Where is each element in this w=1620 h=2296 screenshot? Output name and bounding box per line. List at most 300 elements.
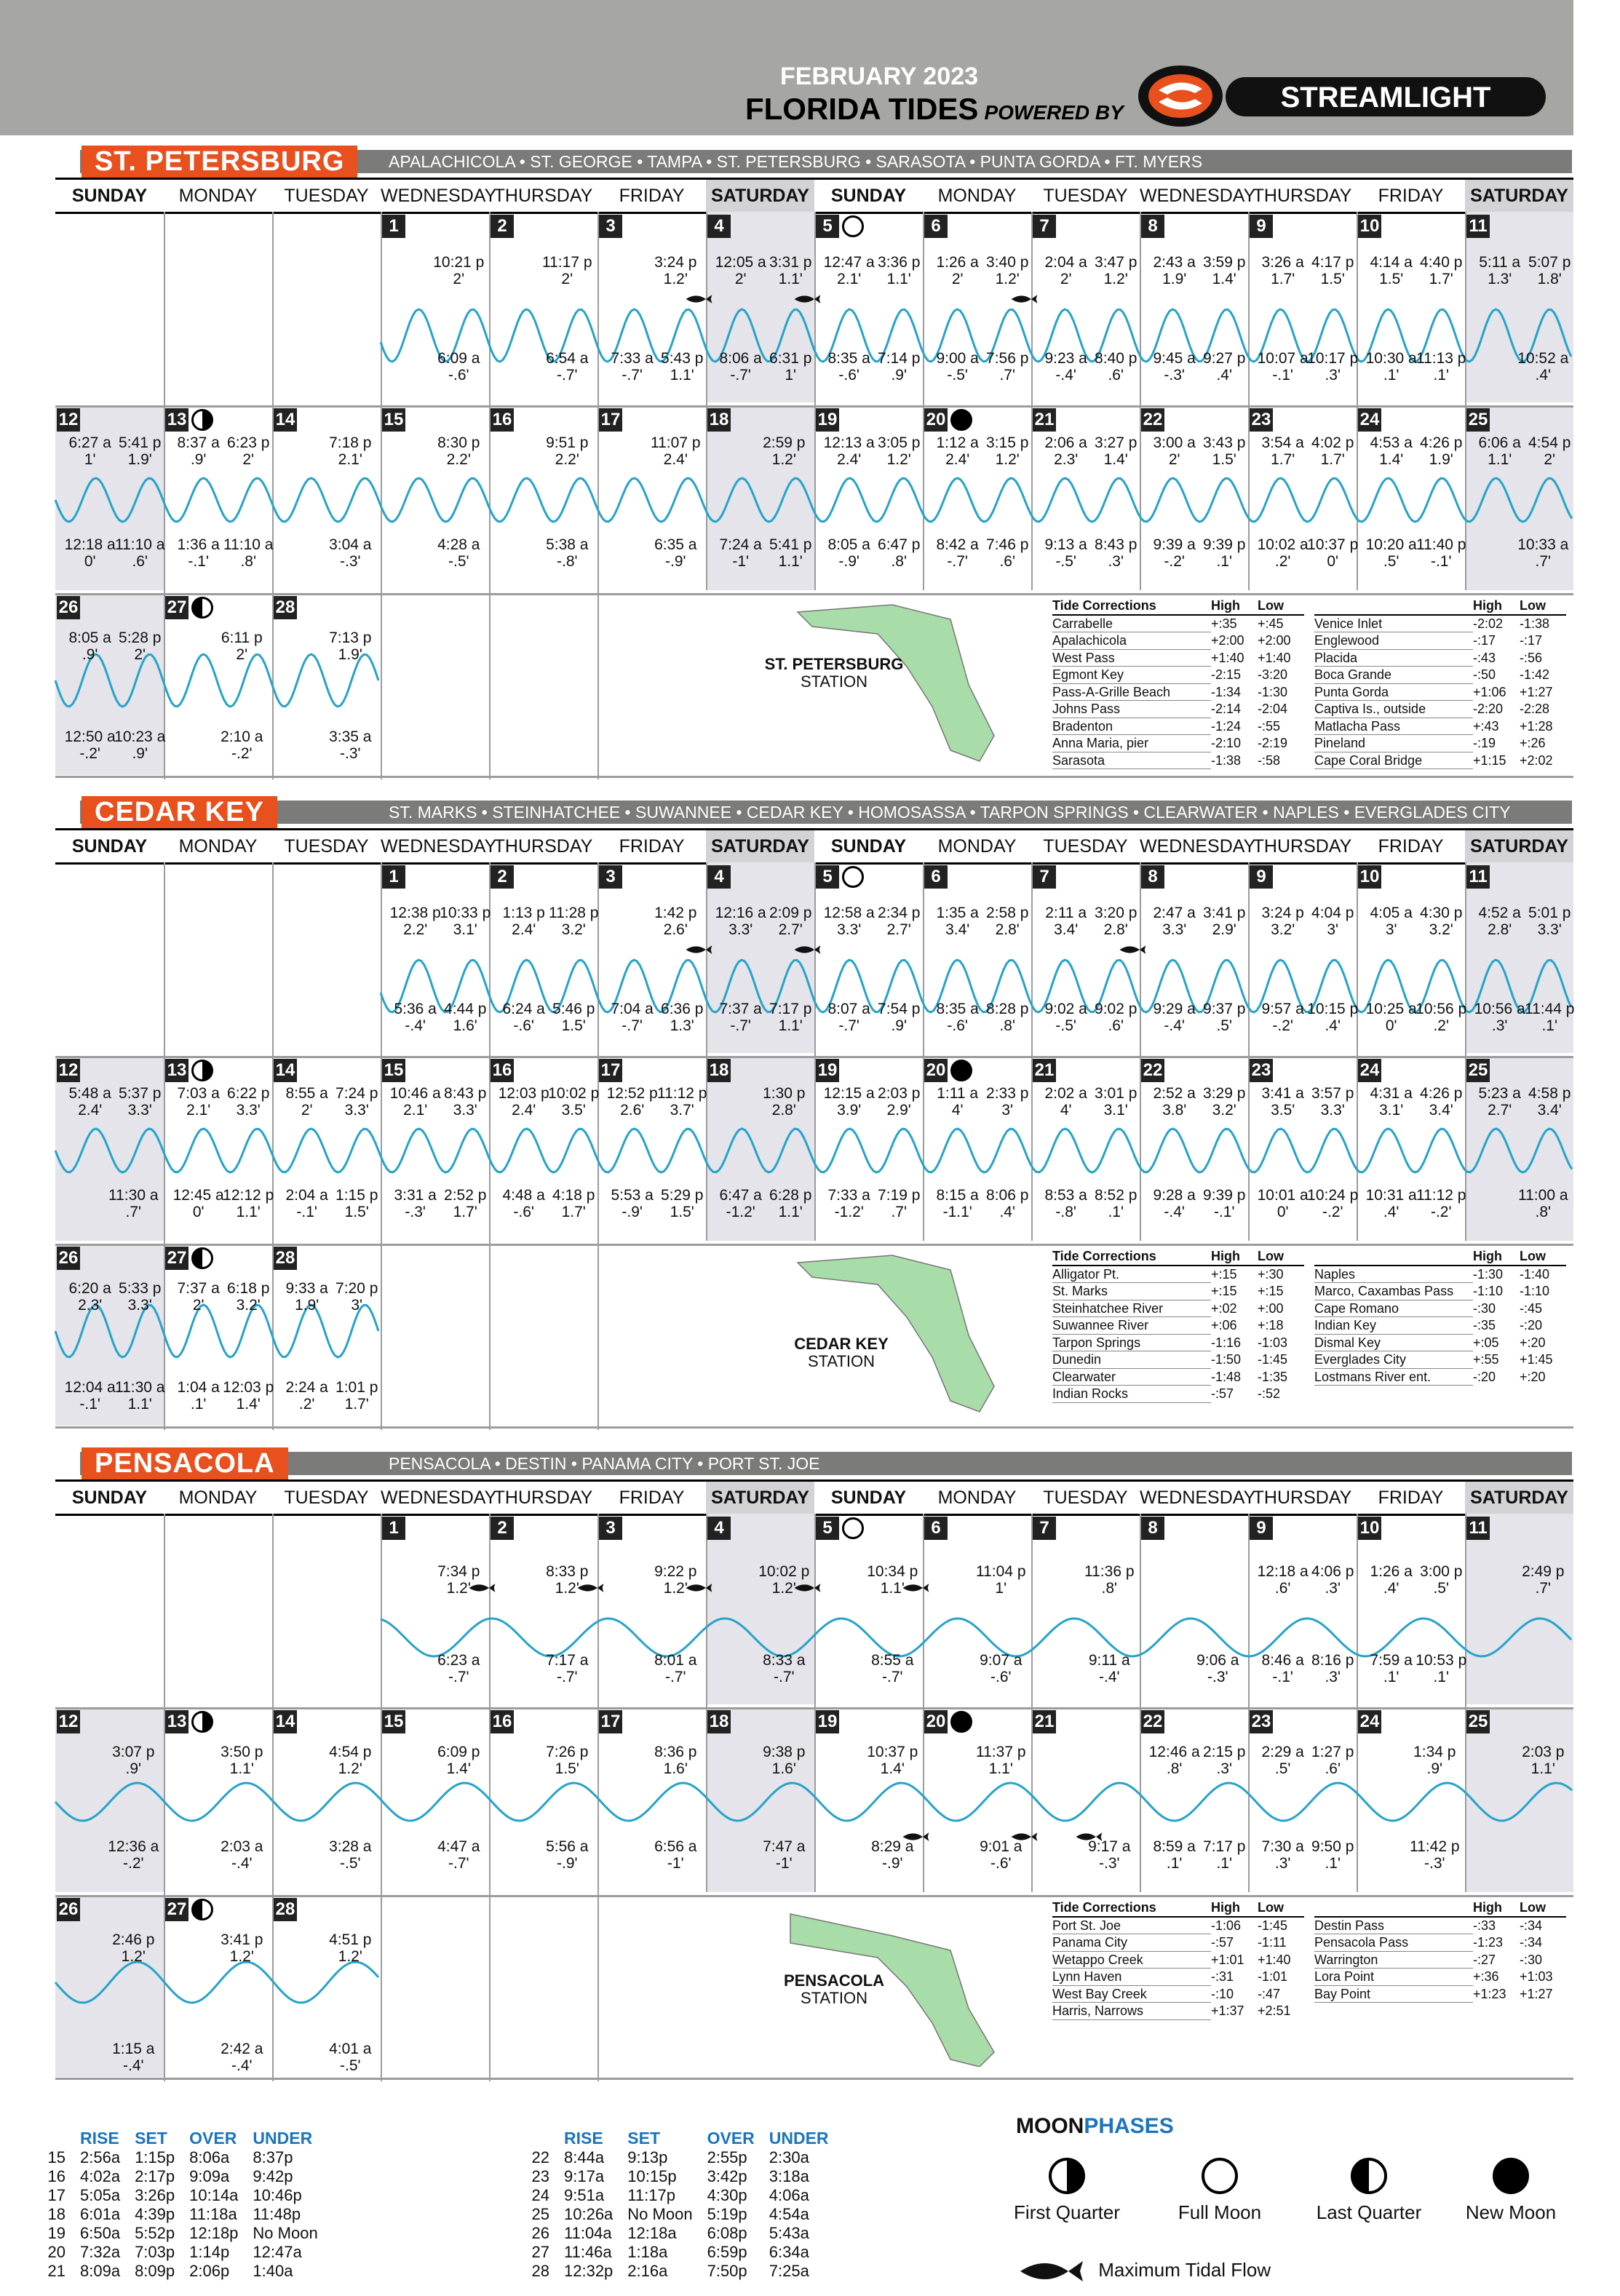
tide-time: 4:30 p: [1420, 905, 1463, 921]
tide-time: 1:27 p: [1311, 1744, 1354, 1760]
correction-offset: +1:01: [1211, 1952, 1244, 1967]
day-number: 21: [1033, 408, 1056, 432]
tide-height: 1.2': [555, 1580, 579, 1597]
tide-time: 3:35 a: [329, 728, 372, 745]
low-tide-label: [986, 536, 1028, 570]
high-tide-label: [976, 1744, 1026, 1777]
tide-time: 6:56 a: [654, 1838, 697, 1855]
low-tide-label: [936, 350, 978, 384]
tide-height: 0': [1385, 1017, 1397, 1034]
correction-row: [1314, 667, 1566, 684]
tide-height: 2.8': [1488, 921, 1512, 938]
last-quarter-moon-icon: [191, 1899, 213, 1920]
tide-time: 6:35 a: [654, 536, 697, 553]
high-tide-label: [335, 1280, 378, 1314]
day-number: 8: [1141, 865, 1164, 889]
correction-place: Panama City: [1052, 1934, 1211, 1952]
tide-time: 11:37 p: [976, 1744, 1026, 1760]
tide-time: 1:35 a: [936, 905, 979, 921]
high-tide-label: [1370, 254, 1412, 287]
correction-place: Lynn Haven: [1052, 1969, 1211, 1986]
low-tide-label: [1416, 536, 1466, 570]
high-tide-label: [221, 629, 263, 663]
correction-offset: -:19: [1473, 736, 1496, 750]
tide-height: 1.9': [1162, 271, 1187, 287]
tide-time: 8:28 p: [986, 1001, 1029, 1017]
day-number: 13: [165, 1059, 188, 1082]
tide-height: -.7': [773, 1669, 795, 1685]
tide-time: 2:11 a: [1045, 905, 1087, 921]
weekday-label: SUNDAY: [71, 186, 148, 206]
new-moon-icon: [1493, 2158, 1529, 2194]
correction-place: Clearwater: [1052, 1368, 1211, 1386]
correction-row: [1314, 1317, 1566, 1335]
corrections-heading: [1314, 1899, 1473, 1917]
tide-time: 5:41 p: [769, 536, 812, 553]
correction-offset: -:35: [1473, 1318, 1496, 1332]
low-tide-label: [769, 1001, 811, 1034]
new-moon-icon: [950, 409, 972, 431]
low-tide-label: [1044, 350, 1087, 384]
tide-time: 7:33 a: [611, 350, 654, 367]
tide-time: 3:24 p: [654, 254, 697, 271]
correction-row: [1314, 701, 1566, 718]
high-tide-label: [824, 434, 875, 468]
correction-offset: +1:37: [1211, 2003, 1244, 2018]
correction-place: Destin Pass: [1314, 1917, 1473, 1934]
tide-height: -.7': [730, 1017, 751, 1034]
low-tide-label: [444, 1187, 486, 1220]
tide-height: .2': [298, 1396, 315, 1413]
high-tide-label: [329, 1931, 371, 1965]
moon-times-row: [29, 2167, 325, 2186]
high-tide-label: [329, 434, 371, 468]
low-tide-label: [1366, 350, 1417, 384]
tide-height: 3.3': [453, 1102, 477, 1119]
low-tide-label: [1153, 1187, 1195, 1220]
day-number: 28: [274, 1898, 297, 1921]
low-tide-label: [1089, 1652, 1130, 1685]
low-tide-label: [223, 1379, 274, 1413]
tide-time: 7:17 a: [546, 1652, 589, 1669]
tide-time: 8:35 a: [827, 350, 870, 367]
tide-time: 10:37 p: [1307, 536, 1359, 553]
tide-time: 7:54 p: [878, 1001, 921, 1017]
tide-height: 1.4': [236, 1396, 261, 1413]
low-tide-label: [335, 1187, 378, 1220]
correction-row: [1052, 632, 1304, 650]
day-number: 15: [382, 1710, 405, 1733]
tide-time: 10:01 a: [1257, 1187, 1309, 1204]
tide-height: 1.2': [338, 1948, 362, 1965]
tide-time: 3:47 p: [1095, 254, 1137, 271]
tide-height: -.5': [339, 1855, 361, 1872]
correction-offset: -:55: [1258, 718, 1281, 734]
high-tide-label: [390, 1085, 441, 1119]
high-tide-label: [1261, 905, 1303, 938]
high-tide-label: [1258, 1563, 1309, 1597]
day-number: 7: [1033, 865, 1056, 889]
tide-time: 4:44 p: [444, 1001, 487, 1017]
correction-offset: -:57: [1211, 1935, 1234, 1950]
day-number: 14: [274, 408, 297, 432]
high-tide-label: [440, 905, 491, 938]
tide-curve-line: [55, 1962, 378, 2003]
day-number: 18: [707, 1059, 731, 1082]
day-number: 26: [57, 1898, 80, 1921]
florida-map-icon: [783, 1248, 1001, 1415]
weekday-label: TUESDAY: [284, 836, 369, 857]
low-tide-label: [221, 2041, 263, 2074]
high-tide-label: [1311, 1744, 1354, 1777]
day-number: 27: [165, 596, 188, 619]
tide-height: 1.4': [880, 1760, 905, 1777]
day-number: 15: [382, 1059, 405, 1082]
tide-time: 4:28 a: [437, 536, 480, 553]
brand-text: STREAMLIGHT: [1280, 82, 1491, 114]
moon-day: 20: [47, 2243, 65, 2261]
tide-height: .5': [1433, 1580, 1449, 1597]
day-number: 25: [1466, 1710, 1490, 1733]
correction-place: Pineland: [1314, 735, 1473, 752]
tide-section-3: [0, 1448, 1620, 2078]
tide-height: .5': [1216, 1017, 1232, 1034]
tide-time: 6:27 a: [68, 434, 111, 451]
tide-height: 2.3': [1054, 451, 1079, 468]
correction-offset: -:10: [1211, 1986, 1234, 2001]
moon-times-row: [29, 2224, 325, 2243]
tide-time: 10:15 p: [1307, 1001, 1359, 1017]
weekday-label: SATURDAY: [1465, 180, 1573, 212]
tide-time: 3:41 p: [1203, 905, 1246, 921]
high-tide-label: [1528, 905, 1571, 938]
moon-phases-legend: [1016, 2114, 1584, 2289]
tide-time: 8:06 p: [986, 1187, 1029, 1204]
high-tide-label: [654, 905, 696, 938]
tide-height: 1.9': [127, 451, 152, 468]
high-tide-label: [1420, 1085, 1462, 1119]
correction-offset: -:20: [1520, 1318, 1543, 1332]
high-tide-label: [867, 1744, 918, 1777]
tide-time: 12:13 a: [823, 434, 875, 451]
station-name: ST. PETERSBURG: [82, 146, 357, 178]
corrections-heading: [1314, 597, 1473, 615]
high-tide-label: [1370, 905, 1412, 938]
tide-height: 1.2': [995, 451, 1020, 468]
correction-offset: -3:20: [1258, 667, 1288, 682]
day-number: 19: [816, 1710, 839, 1733]
correction-offset: +1:27: [1520, 1986, 1553, 2001]
correction-place: Bradenton: [1052, 718, 1211, 735]
tide-time: 10:17 p: [1307, 350, 1359, 367]
day-number: 1: [382, 865, 405, 889]
tide-height: .9': [132, 745, 148, 762]
day-number: 14: [274, 1059, 297, 1082]
tide-time: 3:24 p: [1261, 905, 1304, 921]
low-tide-label: [986, 1187, 1028, 1220]
tide-time: 7:24 p: [335, 1085, 378, 1102]
correction-place: Englewood: [1314, 632, 1473, 650]
tide-time: 3:07 p: [112, 1744, 155, 1760]
tide-height: -.7': [664, 1669, 686, 1685]
correction-row: [1052, 649, 1304, 667]
tide-height: 1.1': [670, 367, 694, 384]
tide-time: 3:26 a: [1261, 254, 1304, 271]
weekday-label: TUESDAY: [284, 1487, 369, 1508]
tide-time: 5:43 p: [661, 350, 704, 367]
tide-time: 10:02 a: [1257, 536, 1309, 553]
tide-height: 1.7': [344, 1396, 369, 1413]
moon-times-row: [29, 2262, 325, 2281]
tide-height: 3.1': [1103, 1102, 1128, 1119]
day-number: 19: [816, 1059, 839, 1082]
tide-time: 7:47 a: [763, 1838, 806, 1855]
tide-corrections-left: [1052, 597, 1304, 769]
tide-height: .4': [1325, 1017, 1341, 1034]
tide-height: 2.4': [663, 451, 688, 468]
low-tide-label: [329, 1838, 371, 1872]
high-tide-label: [119, 629, 161, 663]
low-tide-label: [1307, 1001, 1358, 1034]
moon-time: 10:14a: [189, 2186, 239, 2204]
day-number: 12: [57, 1710, 80, 1733]
tide-height: 1.8': [1537, 271, 1562, 287]
tide-time: 11:10 a: [114, 536, 165, 553]
tide-time: 8:16 p: [1311, 1652, 1354, 1669]
tide-height: -.2': [1272, 1017, 1293, 1034]
high-tide-label: [1203, 1085, 1245, 1119]
tide-height: 2': [192, 1297, 205, 1314]
moon-time: 4:06a: [769, 2186, 809, 2204]
weekday-label: THURSDAY: [493, 186, 593, 206]
tide-height: 3.3': [728, 921, 753, 938]
tide-time: 6:09 p: [437, 1744, 480, 1760]
tide-height: 3.4': [945, 921, 970, 938]
low-tide-label: [1307, 350, 1358, 384]
high-tide-label: [1203, 905, 1245, 938]
tide-time: 7:30 a: [1261, 1838, 1304, 1855]
tide-height: .1': [1216, 553, 1232, 570]
day-number: 1: [382, 1517, 405, 1540]
high-tide-label: [1478, 905, 1520, 938]
day-number: 25: [1466, 408, 1490, 432]
day-number: 16: [491, 1710, 514, 1733]
tide-height: 2.7': [1488, 1102, 1512, 1119]
high-heading: High: [1211, 1899, 1258, 1917]
high-tide-label: [542, 254, 592, 287]
tide-height: .1': [1433, 1669, 1449, 1685]
low-tide-label: [177, 536, 219, 570]
station-name-label: ST. PETERSBURG: [764, 655, 904, 673]
tide-height: 1.2': [446, 1580, 471, 1597]
low-tide-label: [285, 1379, 327, 1413]
correction-offset: +:43: [1473, 718, 1499, 734]
weekday-label: SUNDAY: [830, 836, 907, 857]
tide-height: 1.5': [561, 1017, 586, 1034]
correction-offset: -1:06: [1211, 1918, 1242, 1933]
tide-height: 3.4': [1429, 1102, 1453, 1119]
tide-height: 1.1': [127, 1396, 152, 1413]
tide-time: 6:23 a: [437, 1652, 480, 1669]
tide-time: 7:19 p: [878, 1187, 921, 1204]
tide-height: 0': [1327, 553, 1339, 570]
tide-time: 11:30 a: [108, 1187, 159, 1204]
weekday-label: SATURDAY: [706, 1482, 814, 1514]
tide-height: 2': [242, 451, 255, 468]
high-tide-label: [68, 1280, 111, 1314]
tide-time: 5:23 a: [1478, 1085, 1521, 1102]
high-tide-label: [227, 1280, 269, 1314]
tide-height: -1.2': [726, 1204, 755, 1220]
tide-time: 7:37 a: [719, 1001, 762, 1017]
tide-time: 10:33 a: [1517, 536, 1569, 553]
moon-times-left: [29, 2129, 325, 2281]
day-number: 4: [707, 865, 731, 889]
moon-time: No Moon: [627, 2205, 693, 2223]
tide-height: 1': [84, 451, 96, 468]
correction-offset: +1:28: [1520, 718, 1553, 734]
tide-height: .1': [1216, 1855, 1232, 1872]
moon-times-heading: UNDER: [769, 2129, 829, 2148]
high-heading: High: [1211, 1248, 1258, 1266]
high-tide-label: [1044, 254, 1087, 287]
tide-time: 8:43 p: [1095, 536, 1137, 553]
tide-height: .3': [1216, 1760, 1232, 1777]
last-quarter-moon-icon: [1351, 2158, 1387, 2194]
day-number: 24: [1358, 1710, 1381, 1733]
day-number: 6: [924, 215, 948, 238]
day-number: 3: [599, 865, 622, 889]
high-tide-label: [651, 434, 701, 468]
tide-height: 1.2': [229, 1948, 254, 1965]
correction-offset: -:17: [1520, 633, 1543, 648]
low-tide-label: [1044, 1187, 1087, 1220]
high-tide-label: [502, 905, 544, 938]
tide-time: 9:11 a: [1088, 1652, 1130, 1669]
tide-time: 12:46 a: [1148, 1744, 1200, 1760]
low-tide-label: [394, 1187, 436, 1220]
tide-height: -.7': [730, 367, 751, 384]
tide-height: 2.4': [512, 921, 536, 938]
low-tide-label: [986, 350, 1028, 384]
day-number: 14: [274, 1710, 297, 1733]
correction-offset: -:50: [1473, 667, 1496, 682]
corrections-heading: Tide Corrections: [1052, 1248, 1211, 1266]
tide-time: 5:48 a: [68, 1085, 111, 1102]
tide-height: -.2': [1322, 1204, 1343, 1220]
tide-height: 1.2': [1103, 271, 1128, 287]
tide-corrections-right: [1314, 597, 1566, 769]
tide-time: 1:15 p: [335, 1187, 378, 1204]
moon-time: 2:56a: [80, 2148, 121, 2166]
correction-offset: -:31: [1211, 1969, 1234, 1984]
tide-height: 1.6': [663, 1760, 688, 1777]
tide-time: 9:22 p: [654, 1563, 697, 1580]
weekday-label: WEDNESDAY: [381, 836, 497, 857]
moon-time: 5:43a: [769, 2224, 809, 2242]
day-number: 12: [57, 408, 80, 432]
correction-place: Cape Romano: [1314, 1300, 1473, 1317]
low-heading: Low: [1520, 1899, 1566, 1917]
tide-time: 10:56 a: [1474, 1001, 1525, 1017]
low-tide-label: [936, 1187, 978, 1220]
high-tide-label: [715, 905, 766, 938]
moon-times-row: [29, 2186, 325, 2205]
tide-time: 12:16 a: [715, 905, 766, 921]
tide-time: 3:28 a: [329, 1838, 372, 1855]
tide-time: 9:37 p: [1203, 1001, 1246, 1017]
tide-time: 12:03 p: [498, 1085, 549, 1102]
tide-time: 6:11 p: [221, 629, 263, 646]
high-tide-label: [68, 1085, 111, 1119]
correction-place: Pensacola Pass: [1314, 1934, 1473, 1952]
high-tide-label: [546, 434, 588, 468]
correction-row: [1314, 1934, 1566, 1952]
correction-row: [1052, 1368, 1304, 1386]
tide-curve-line: [55, 478, 1572, 522]
day-number: 19: [816, 408, 839, 432]
day-number: 13: [165, 1710, 188, 1733]
low-tide-label: [1410, 1838, 1460, 1872]
tide-time: 6:36 p: [661, 1001, 704, 1017]
tide-height: .8': [1166, 1760, 1183, 1777]
tide-time: 11:36 p: [1084, 1563, 1135, 1580]
low-tide-label: [1095, 1187, 1137, 1220]
tide-time: 7:33 a: [827, 1187, 870, 1204]
correction-offset: -2:04: [1258, 702, 1288, 716]
correction-offset: +:45: [1258, 616, 1284, 631]
tide-height: 1.1': [1488, 451, 1512, 468]
correction-place: Wetappo Creek: [1052, 1951, 1211, 1969]
correction-place: Port St. Joe: [1052, 1917, 1211, 1934]
tide-height: 1.7': [1271, 271, 1295, 287]
tide-height: 1.2': [771, 451, 796, 468]
tide-time: 6:28 p: [769, 1187, 812, 1204]
tide-height: .1': [190, 1396, 207, 1413]
tide-time: 2:09 p: [769, 905, 812, 921]
low-tide-label: [1415, 1652, 1466, 1685]
high-tide-label: [1370, 1085, 1412, 1119]
tide-height: .6': [1108, 367, 1124, 384]
day-number: 3: [599, 1517, 622, 1540]
tide-time: 4:18 p: [552, 1187, 595, 1204]
weekday-label: SATURDAY: [706, 180, 814, 212]
tide-height: .5': [1274, 1760, 1291, 1777]
tide-height: 2.4': [512, 1102, 536, 1119]
moon-times-right: [513, 2129, 836, 2281]
correction-offset: -1:38: [1211, 752, 1242, 768]
correction-row: [1052, 701, 1304, 718]
high-tide-label: [1311, 254, 1354, 287]
tide-time: 7:34 p: [437, 1563, 480, 1580]
tide-height: 3.3': [236, 1102, 261, 1119]
tide-height: .1': [1108, 1204, 1124, 1220]
tide-time: 11:42 p: [1410, 1838, 1460, 1855]
tide-time: 2:52 a: [1153, 1085, 1196, 1102]
correction-place: Boca Grande: [1314, 667, 1473, 684]
tide-time: 2:03 p: [1522, 1744, 1565, 1760]
tide-height: 2': [1168, 451, 1180, 468]
low-tide-label: [1088, 1838, 1130, 1872]
moon-time: 6:50a: [80, 2224, 121, 2242]
high-tide-label: [390, 905, 441, 938]
high-tide-label: [986, 1085, 1028, 1119]
tide-time: 3:15 p: [986, 434, 1029, 451]
tide-height: -1.2': [834, 1204, 864, 1220]
tide-height: 2.9': [1212, 921, 1236, 938]
correction-row: [1314, 632, 1566, 650]
tide-height: -.4': [122, 2057, 144, 2074]
